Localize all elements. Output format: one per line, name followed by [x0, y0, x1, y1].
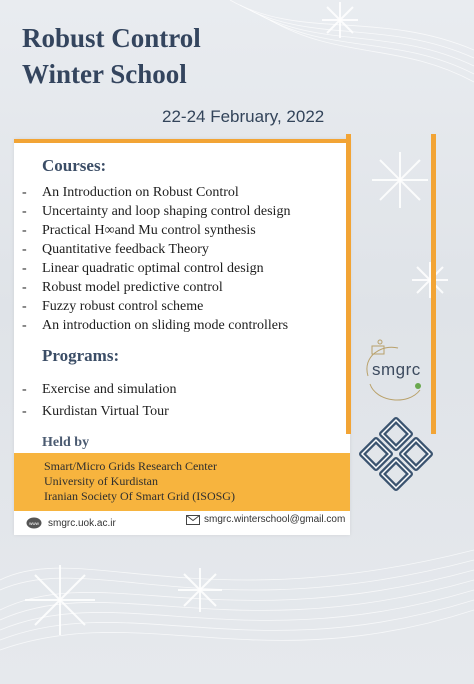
- email-text: smgrc.winterschool@gmail.com: [204, 514, 346, 525]
- card-right-accent: [346, 134, 351, 434]
- course-item: - An introduction on sliding mode controllers: [20, 316, 290, 335]
- course-item: - An Introduction on Robust Control: [20, 183, 290, 202]
- page-title: [22, 20, 201, 92]
- course-item: - Quantitative feedback Theory: [20, 240, 290, 259]
- knot-emblem-icon: [358, 416, 434, 492]
- course-item: - Uncertainty and loop shaping control design: [20, 202, 290, 221]
- organizer-line: University of Kurdistan: [44, 474, 158, 488]
- svg-text:www: www: [29, 521, 39, 526]
- card-top-accent: [14, 139, 350, 143]
- course-item: - Robust model predictive control: [20, 278, 290, 297]
- organizer-line: Smart/Micro Grids Research Center: [44, 459, 217, 473]
- courses-heading: Courses:: [42, 156, 107, 175]
- program-item: - Kurdistan Virtual Tour: [20, 401, 177, 423]
- organizer-line: Iranian Society Of Smart Grid (ISOSG): [44, 489, 235, 503]
- organizers-box: [14, 453, 350, 511]
- email-link[interactable]: [186, 514, 345, 525]
- title-line-2: Winter School: [22, 59, 187, 89]
- programs-list: [20, 379, 177, 423]
- course-item: - Fuzzy robust control scheme: [20, 297, 290, 316]
- website-link[interactable]: [26, 517, 116, 529]
- program-item: - Exercise and simulation: [20, 379, 177, 401]
- courses-list: [20, 183, 290, 335]
- website-text: smgrc.uok.ac.ir: [48, 517, 116, 529]
- event-date: 22-24 February, 2022: [162, 107, 325, 126]
- course-item: - Linear quadratic optimal control design: [20, 259, 290, 278]
- contact-bar: [14, 511, 350, 535]
- title-line-1: Robust Control: [22, 23, 201, 53]
- held-by-heading: Held by: [42, 435, 90, 450]
- envelope-icon: [186, 515, 200, 525]
- programs-heading: Programs:: [42, 346, 120, 365]
- smgrc-logo: [358, 336, 432, 410]
- smgrc-logo-text: smgrc: [372, 360, 421, 379]
- www-icon: [26, 517, 42, 529]
- course-item: - Practical H∞and Mu control synthesis: [20, 221, 290, 240]
